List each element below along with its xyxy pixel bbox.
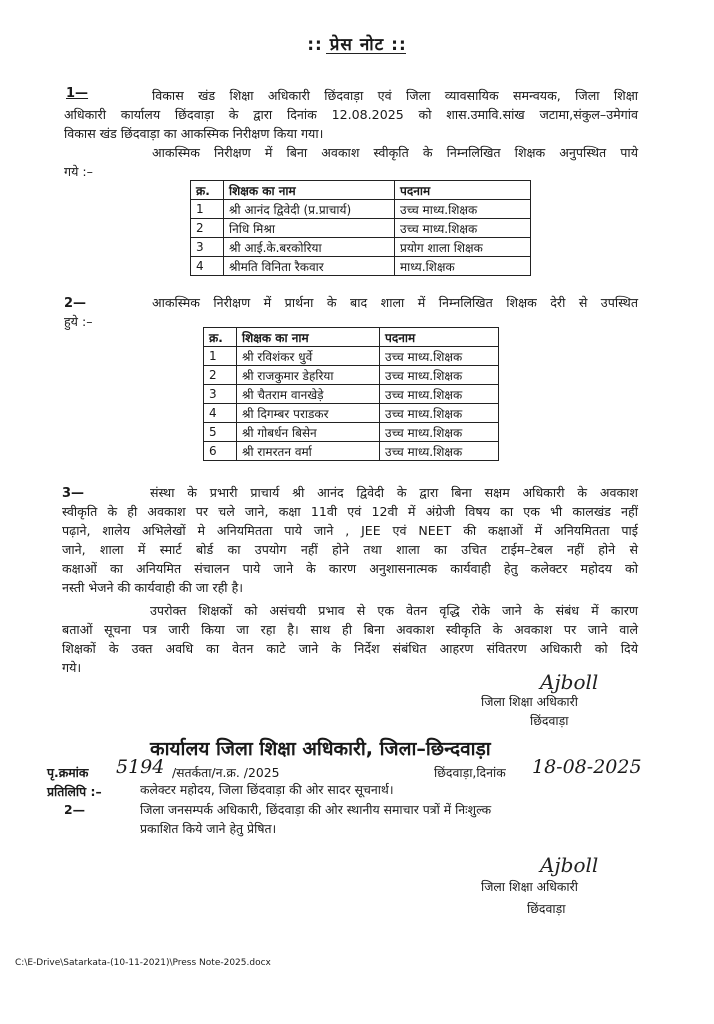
section-3-line: पढ़ाने, शालेय अभिलेखों मे अनियमितता पाये जाने , JEE एवं NEET की कक्षाओं में अनियमितता पाई: [62, 523, 638, 538]
section-3-line: जाने, शाला में स्मार्ट बोर्ड का उपयोग नहीं होने तथा शाला का उचित टाईम–टेबल नहीं होने से: [62, 542, 638, 557]
section-3-line: गये।: [62, 660, 82, 675]
office-heading: कार्यालय जिला शिक्षा अधिकारी, जिला–छिन्दवाड़ा: [150, 738, 491, 760]
table-cell: 3: [204, 385, 237, 404]
table-cell: उच्च माध्य.शिक्षक: [380, 385, 499, 404]
ref-date-label: छिंदवाड़ा,दिनांक: [434, 765, 506, 780]
table-row: [191, 200, 531, 219]
section-3-line: नस्ती भेजने की कार्यवाही की जा रही है।: [62, 580, 244, 595]
copy-item-2-line: जिला जनसम्पर्क अधिकारी, छिंदवाड़ा की ओर स्थानीय समाचार पत्रों में निःशुल्क: [140, 802, 492, 817]
table-cell: उच्च माध्य.शिक्षक: [380, 423, 499, 442]
ref-number: 5194: [116, 756, 165, 778]
table-cell: श्री आनंद द्विवेदी (प्र.प्राचार्य): [224, 200, 395, 219]
signature-mark: Ajboll: [540, 670, 599, 694]
signatory-designation: जिला शिक्षा अधिकारी: [481, 879, 578, 894]
table-cell: उच्च माध्य.शिक्षक: [380, 347, 499, 366]
table-cell: 5: [204, 423, 237, 442]
signature-mark: Ajboll: [540, 853, 599, 877]
table-row: [191, 219, 531, 238]
section-3-line: बताओं सूचना पत्र जारी किया जा रहा है। साथ ही बिना अवकाश स्वीकृति के अवकाश पर जाने वाले: [62, 622, 638, 637]
table-row: [204, 385, 499, 404]
table-cell: 6: [204, 442, 237, 461]
absent-teachers-table: [190, 180, 531, 276]
section-1-line: विकास खंड छिंदवाड़ा का आकस्मिक निरीक्षण किया गया।: [64, 126, 324, 141]
table-cell: प्रयोग शाला शिक्षक: [395, 238, 531, 257]
signatory-designation: जिला शिक्षा अधिकारी: [481, 694, 578, 709]
copy-item-2-line: प्रकाशित किये जाने हेतु प्रेषित।: [140, 821, 277, 836]
signatory-place: छिंदवाड़ा: [530, 713, 569, 728]
table-cell: उच्च माध्य.शिक्षक: [395, 219, 531, 238]
table-row: [204, 404, 499, 423]
table-cell: श्री आई.के.बरकोरिया: [224, 238, 395, 257]
signatory-place: छिंदवाड़ा: [527, 901, 566, 916]
table-cell: श्रीमति विनिता रैकवार: [224, 257, 395, 276]
file-path-footer: C:\E-Drive\Satarkata-(10-11-2021)\Press Note-2025.docx: [15, 958, 271, 968]
section-1-line: विकास खंड शिक्षा अधिकारी छिंदवाड़ा एवं जिला व्यावसायिक समन्वयक, जिला शिक्षा: [152, 88, 638, 103]
section-3-line: कक्षाओं का अनियमित संचालन पाये जाने के कारण अनुशासनात्मक कार्यवाही हेतु कलेक्टर महोदय को: [62, 561, 638, 576]
ref-suffix: /सतर्कता/न.क्र. /2025: [172, 765, 280, 780]
table-cell: 4: [191, 257, 224, 276]
section-3-line: संस्था के प्रभारी प्राचार्य श्री आनंद द्विवेदी के द्वारा बिना सक्षम अधिकारी के अवकाश: [150, 485, 638, 500]
table-header: क्र.: [191, 181, 224, 200]
table-cell: निधि मिश्रा: [224, 219, 395, 238]
table-cell: 1: [204, 347, 237, 366]
section-3-line: उपरोक्त शिक्षकों को असंचयी प्रभाव से एक वेतन वृद्धि रोके जाने के संबंध में कारण: [150, 603, 638, 618]
table-header-row: [204, 328, 499, 347]
table-cell: 3: [191, 238, 224, 257]
table-cell: 2: [204, 366, 237, 385]
table-cell: श्री राजकुमार डेहरिया: [237, 366, 380, 385]
table-cell: माध्य.शिक्षक: [395, 257, 531, 276]
table-row: [191, 238, 531, 257]
table-cell: 4: [204, 404, 237, 423]
table-header: पदनाम: [395, 181, 531, 200]
table-header-row: [191, 181, 531, 200]
table-cell: 1: [191, 200, 224, 219]
table-cell: उच्च माध्य.शिक्षक: [380, 366, 499, 385]
page-title: [0, 32, 714, 55]
table-cell: उच्च माध्य.शिक्षक: [395, 200, 531, 219]
section-1-line: गये :–: [64, 164, 93, 179]
table-header: शिक्षक का नाम: [224, 181, 395, 200]
section-3-line: शिक्षकों के उक्त अवधि का वेतन काटे जाने के निर्देश संबंधित आहरण संवितरण अधिकारी को दिये: [62, 641, 638, 656]
section-3-text: [62, 483, 638, 677]
table-cell: उच्च माध्य.शिक्षक: [380, 442, 499, 461]
ref-date: 18-08-2025: [532, 756, 642, 778]
table-header: पदनाम: [380, 328, 499, 347]
copy-label: प्रतिलिपि :–: [47, 784, 102, 799]
section-1-line: आकस्मिक निरीक्षण में बिना अवकाश स्वीकृति के निम्नलिखित शिक्षक अनुपस्थित पाये: [152, 145, 638, 160]
section-1-text: [64, 86, 638, 181]
table-cell: 2: [191, 219, 224, 238]
table-row: [204, 347, 499, 366]
section-2-line: आकस्मिक निरीक्षण में प्रार्थना के बाद शाला में निम्नलिखित शिक्षक देरी से उपस्थित: [152, 295, 638, 310]
copy-item-2-number: 2—: [64, 802, 86, 817]
table-cell: श्री दिगम्बर पराडकर: [237, 404, 380, 423]
table-row: [191, 257, 531, 276]
table-row: [204, 423, 499, 442]
ref-number-label: पृ.क्रमांक: [47, 765, 89, 780]
section-3-number: 3—: [62, 486, 85, 501]
title-text: :: प्रेस नोट ::: [307, 35, 407, 55]
table-cell: श्री गोबर्धन बिसेन: [237, 423, 380, 442]
copy-item-1: कलेक्टर महोदय, जिला छिंदवाड़ा की ओर सादर सूचनार्थ।: [140, 782, 394, 797]
section-2-number: 2—: [64, 296, 87, 311]
section-2-line: हुये :–: [64, 314, 93, 329]
table-row: [204, 366, 499, 385]
table-header: क्र.: [204, 328, 237, 347]
table-cell: श्री रामरतन वर्मा: [237, 442, 380, 461]
section-1-number: 1—: [66, 86, 89, 101]
table-cell: श्री चैतराम वानखेड़े: [237, 385, 380, 404]
table-cell: श्री रविशंकर धुर्वे: [237, 347, 380, 366]
title-underline: [326, 53, 406, 54]
section-3-line: स्वीकृति के ही अवकाश पर चले जाने, कक्षा 11वी एवं 12वी में अंग्रेजी विषय का एक भी कालखंड नहीं: [62, 504, 638, 519]
section-1-line: अधिकारी कार्यालय छिंदवाड़ा के द्वारा दिनांक 12.08.2025 को शास.उमावि.सांख जटामा,संकुल–उमेगांव: [64, 107, 638, 122]
late-teachers-table: [203, 327, 499, 461]
table-header: शिक्षक का नाम: [237, 328, 380, 347]
table-row: [204, 442, 499, 461]
section-2-text: [64, 293, 638, 331]
table-cell: उच्च माध्य.शिक्षक: [380, 404, 499, 423]
